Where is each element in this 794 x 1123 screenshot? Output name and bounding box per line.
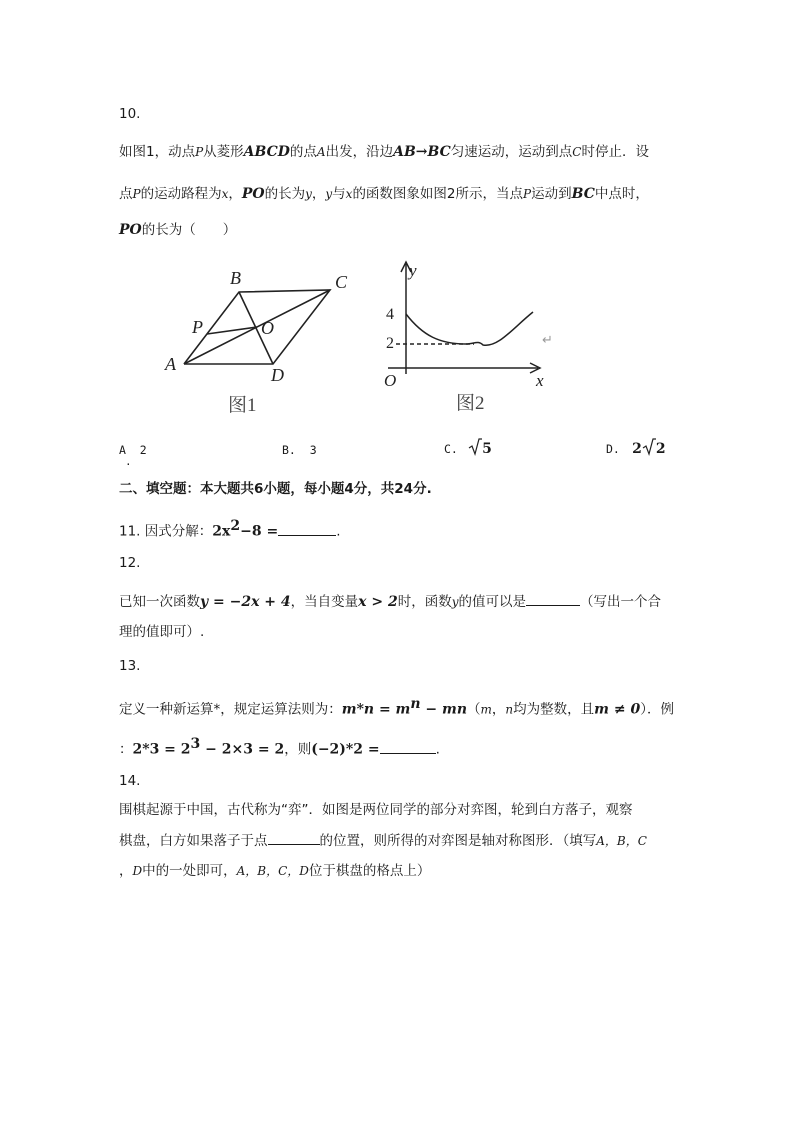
figure-2-graph bbox=[378, 256, 568, 418]
fig2-caption: 图2 bbox=[456, 393, 485, 414]
fig2-tick-4: 4 bbox=[386, 306, 394, 323]
q12-line2: 理的值即可）. bbox=[119, 624, 205, 640]
q12-line1: 已知一次函数y = −2x + 4，当自变量x > 2时，函数y的值可以是 （写出一个合 bbox=[119, 591, 661, 612]
radical-sign bbox=[642, 438, 656, 456]
fig1-label-B: B bbox=[230, 268, 241, 288]
fig2-label-x: x bbox=[536, 371, 544, 390]
choice-a: A 2 bbox=[119, 443, 147, 457]
q13-number: 13. bbox=[119, 658, 141, 674]
q14-line3: ，D中的一处即可，A，B，C，D位于棋盘的格点上） bbox=[119, 863, 431, 879]
return-mark: ↵ bbox=[542, 332, 553, 347]
fig2-label-y: y bbox=[409, 261, 417, 280]
radical-sign bbox=[468, 438, 482, 456]
q10-line1: 如图1，动点P从菱形ABCD的点A出发，沿边AB→BC匀速运动，运动到点C时停止．设 bbox=[119, 144, 649, 160]
fig1-label-D: D bbox=[271, 365, 284, 385]
choice-c: C. 5 bbox=[444, 438, 492, 457]
q14-line2: 棋盘，白方如果落子于点 的位置，则所得的对弈图是轴对称图形．（填写A，B，C bbox=[119, 830, 647, 851]
q13-line2: ：$2*3 = 2^3 - 2\times 3 = 2$，则(−2)*2 = . bbox=[119, 736, 440, 758]
answer-blank[interactable] bbox=[278, 521, 336, 536]
fig2-tick-2: 2 bbox=[386, 335, 394, 352]
fig1-label-C: C bbox=[335, 272, 348, 292]
sqrt-5: 5 bbox=[468, 438, 492, 457]
figure-1-rhombus bbox=[160, 262, 360, 418]
fig1-label-O: O bbox=[261, 318, 274, 338]
q11-line: 11. 因式分解：$2x^2-8$ = . bbox=[119, 518, 341, 540]
q10-line2: 点P的运动路程为x，PO的长为y，y与x的函数图象如图2所示，当点P运动到BC中点时， bbox=[119, 186, 649, 202]
section-2-heading: 二、填空题：本大题共6小题，每小题4分，共24分. bbox=[119, 481, 432, 497]
q13-line1: 定义一种新运算*，规定运算法则为：$m*n = m^n - mn(m$，n均为整数，且m ≠ 0）．例 bbox=[119, 696, 674, 718]
choice-a-dot: . bbox=[125, 455, 132, 468]
fig1-label-A: A bbox=[165, 354, 176, 374]
q10-line3: PO的长为（ ） bbox=[119, 222, 237, 238]
q12-number: 12. bbox=[119, 555, 141, 571]
fig1-label-P: P bbox=[192, 317, 203, 337]
answer-blank[interactable] bbox=[268, 830, 320, 845]
choice-d: D. 2 2 bbox=[606, 438, 666, 457]
fig1-caption: 图1 bbox=[228, 395, 257, 416]
q14-line1: 围棋起源于中国，古代称为“弈”．如图是两位同学的部分对弈图，轮到白方落子，观察 bbox=[119, 802, 633, 818]
choice-b: B. 3 bbox=[282, 443, 317, 457]
fig2-origin-O: O bbox=[384, 371, 397, 390]
q14-number: 14. bbox=[119, 773, 141, 789]
answer-blank[interactable] bbox=[526, 591, 580, 606]
q10-number: 10. bbox=[119, 106, 141, 122]
answer-blank[interactable] bbox=[380, 739, 436, 754]
